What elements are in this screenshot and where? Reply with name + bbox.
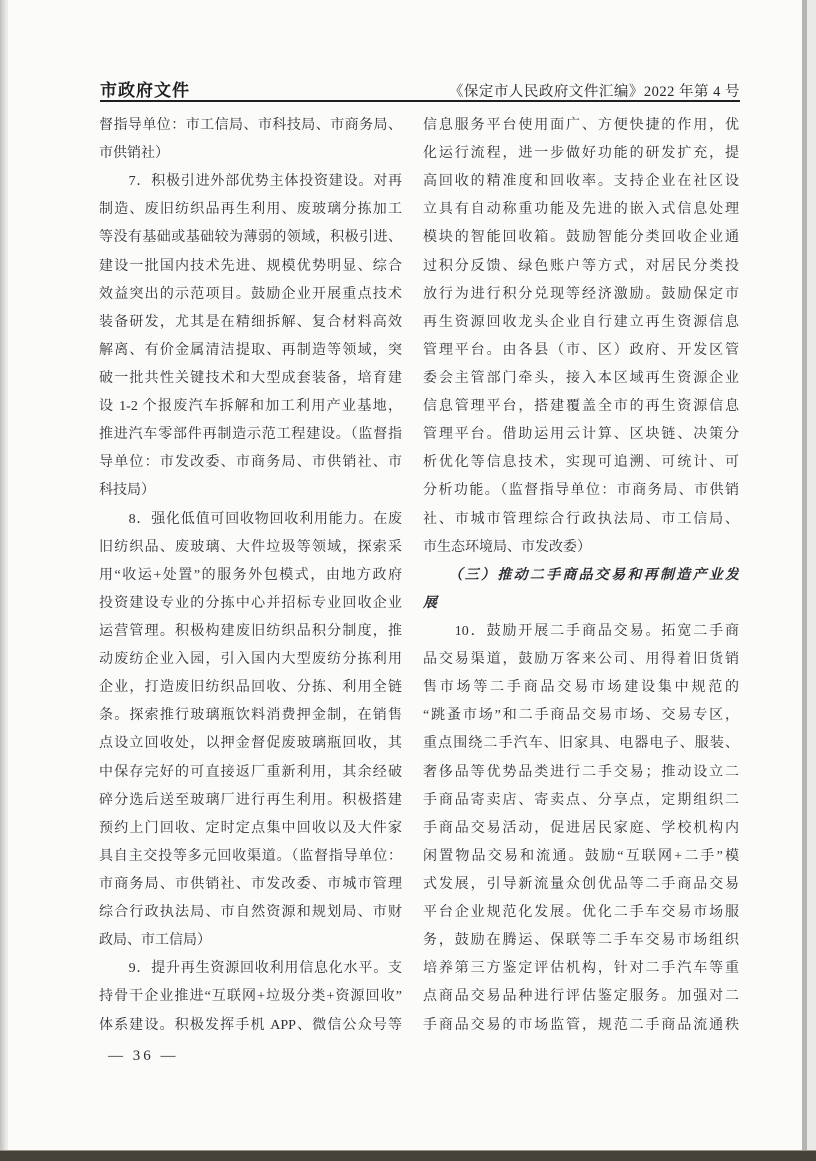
text-line: 动废纺企业入园，引入国内大型废纺分拣利用 <box>99 652 402 668</box>
text-line: 投资建设专业的分拣中心并招标专业回收企业 <box>99 595 402 611</box>
text-line: 条。探索推行玻璃瓶饮料消费押金制，在销售 <box>99 708 402 724</box>
text-line: 科技局） <box>99 483 155 499</box>
text-line: 奢侈品等优势品类进行二手交易；推动设立二 <box>423 764 739 780</box>
text-line: 8．强化低值可回收物回收利用能力。在废 <box>99 511 402 527</box>
text-line: 模块的智能回收箱。鼓励智能分类回收企业通 <box>423 230 739 246</box>
text-line: 手商品交易活动，促进居民家庭、学校机构内 <box>423 820 739 836</box>
text-line: 具自主交投等多元回收渠道。（监督指导单位： <box>99 848 402 864</box>
text-line: 导单位：市发改委、市商务局、市供销社、市 <box>99 455 402 471</box>
text-line: 委会主管部门牵头，接入本区域再生资源企业 <box>423 370 739 386</box>
text-line: 展 <box>423 595 437 611</box>
text-line: 高回收的精准度和回收率。支持企业在社区设 <box>423 174 739 190</box>
text-line: 碎分选后送至玻璃厂进行再生利用。积极搭建 <box>99 792 402 808</box>
header-divider <box>100 100 740 102</box>
text-line: 化运行流程，进一步做好功能的研发扩充，提 <box>423 146 739 162</box>
text-line: 7．积极引进外部优势主体投资建设。对再 <box>99 174 402 190</box>
left-column <box>99 112 402 1040</box>
right-column <box>423 112 739 1040</box>
compilation-title: 《保定市人民政府文件汇编》2022 年第 4 号 <box>448 84 740 100</box>
text-line: 市生态环境局、市发改委） <box>423 539 591 555</box>
text-line: 综合行政执法局、市自然资源和规划局、市财 <box>99 905 402 921</box>
text-line: 品交易渠道，鼓励万客来公司、用得着旧货销 <box>423 652 739 668</box>
text-line: 重点围绕二手汽车、旧家具、电器电子、服装、 <box>423 736 739 752</box>
text-line: 推进汽车零部件再制造示范工程建设。（监督指 <box>99 427 402 443</box>
text-line: 管理平台。借助运用云计算、区块链、决策分 <box>423 427 739 443</box>
text-line: 点设立回收处，以押金督促废玻璃瓶回收，其 <box>99 736 402 752</box>
text-line: 体系建设。积极发挥手机 APP、微信公众号等 <box>99 1017 402 1033</box>
text-line: 析优化等信息技术，实现可追溯、可统计、可 <box>423 455 739 471</box>
text-line: 再生资源回收龙头企业自行建立再生资源信息 <box>423 314 739 330</box>
page-header <box>100 76 740 101</box>
text-line: 等没有基础或基础较为薄弱的领域，积极引进、 <box>99 230 402 246</box>
text-line: 运营管理。积极构建废旧纺织品积分制度，推 <box>99 623 402 639</box>
text-line: 务，鼓励在腾运、保联等二手车交易市场组织 <box>423 933 739 949</box>
text-line: 市供销社） <box>99 146 169 162</box>
text-line: 设 1-2 个报废汽车拆解和加工利用产业基地， <box>99 399 402 415</box>
text-line: 中保存完好的可直接返厂重新利用，其余经破 <box>99 764 402 780</box>
text-line: 手商品交易的市场监管，规范二手商品流通秩 <box>423 1017 739 1033</box>
text-line: 用“收运+处置”的服务外包模式，由地方政府 <box>99 567 402 583</box>
text-line: 9．提升再生资源回收利用信息化水平。支 <box>99 961 402 977</box>
text-line: 信息管理平台，搭建覆盖全市的再生资源信息 <box>423 399 739 415</box>
text-line: 社、市城市管理综合行政执法局、市工信局、 <box>423 511 739 527</box>
page-number: — 36 — <box>108 1048 179 1064</box>
text-line: 装备研发，尤其是在精细拆解、复合材料高效 <box>99 314 402 330</box>
text-line: 平台企业规范化发展。优化二手车交易市场服 <box>423 905 739 921</box>
text-line: 持骨干企业推进“互联网+垃圾分类+资源回收” <box>99 989 402 1005</box>
text-line: 制造、废旧纺织品再生利用、废玻璃分拣加工 <box>99 202 402 218</box>
text-line: 分析功能。（监督指导单位：市商务局、市供销 <box>423 483 739 499</box>
text-line: 式发展，引导新流量众创优品等二手商品交易 <box>423 876 739 892</box>
text-line: 建设一批国内技术先进、规模优势明显、综合 <box>99 258 402 274</box>
text-line: 点商品交易品种进行评估鉴定服务。加强对二 <box>423 989 739 1005</box>
text-line: 预约上门回收、定时定点集中回收以及大件家 <box>99 820 402 836</box>
text-line: 旧纺织品、废玻璃、大件垃圾等领域，探索采 <box>99 539 402 555</box>
text-line: 过积分反馈、绿色账户等方式，对居民分类投 <box>423 258 739 274</box>
scan-edge-bottom <box>0 1150 816 1161</box>
text-line: 立具有自动称重功能及先进的嵌入式信息处理 <box>423 202 739 218</box>
text-line: 效益突出的示范项目。鼓励企业开展重点技术 <box>99 286 402 302</box>
text-line: 解离、有价金属清洁提取、再制造等领域，突 <box>99 342 402 358</box>
doc-type-label: 市政府文件 <box>100 81 190 100</box>
text-line: 政局、市工信局） <box>99 933 211 949</box>
text-line: 市商务局、市供销社、市发改委、市城市管理 <box>99 876 402 892</box>
text-line: 信息服务平台使用面广、方便快捷的作用，优 <box>423 118 739 133</box>
text-line: 售市场等二手商品交易市场建设集中规范的 <box>423 680 739 696</box>
scan-edge-left <box>0 0 8 1160</box>
text-line: （三）推动二手商品交易和再制造产业发 <box>423 567 739 583</box>
text-line: 放行为进行积分兑现等经济激励。鼓励保定市 <box>423 286 739 302</box>
text-line: 10．鼓励开展二手商品交易。拓宽二手商 <box>423 623 739 639</box>
text-line: 督指导单位：市工信局、市科技局、市商务局、 <box>99 118 402 133</box>
text-line: 培养第三方鉴定评估机构，针对二手汽车等重 <box>423 961 739 977</box>
scan-edge-far-right <box>807 0 816 1160</box>
text-line: 闲置物品交易和流通。鼓励“互联网+二手”模 <box>423 848 739 864</box>
text-line: 企业，打造废旧纺织品回收、分拣、利用全链 <box>99 680 402 696</box>
text-line: 破一批共性关键技术和大型成套装备，培育建 <box>99 370 402 386</box>
text-line: 管理平台。由各县（市、区）政府、开发区管 <box>423 342 739 358</box>
text-line: 手商品寄卖店、寄卖点、分享点，定期组织二 <box>423 792 739 808</box>
text-line: “跳蚤市场”和二手商品交易市场、交易专区， <box>423 708 739 724</box>
